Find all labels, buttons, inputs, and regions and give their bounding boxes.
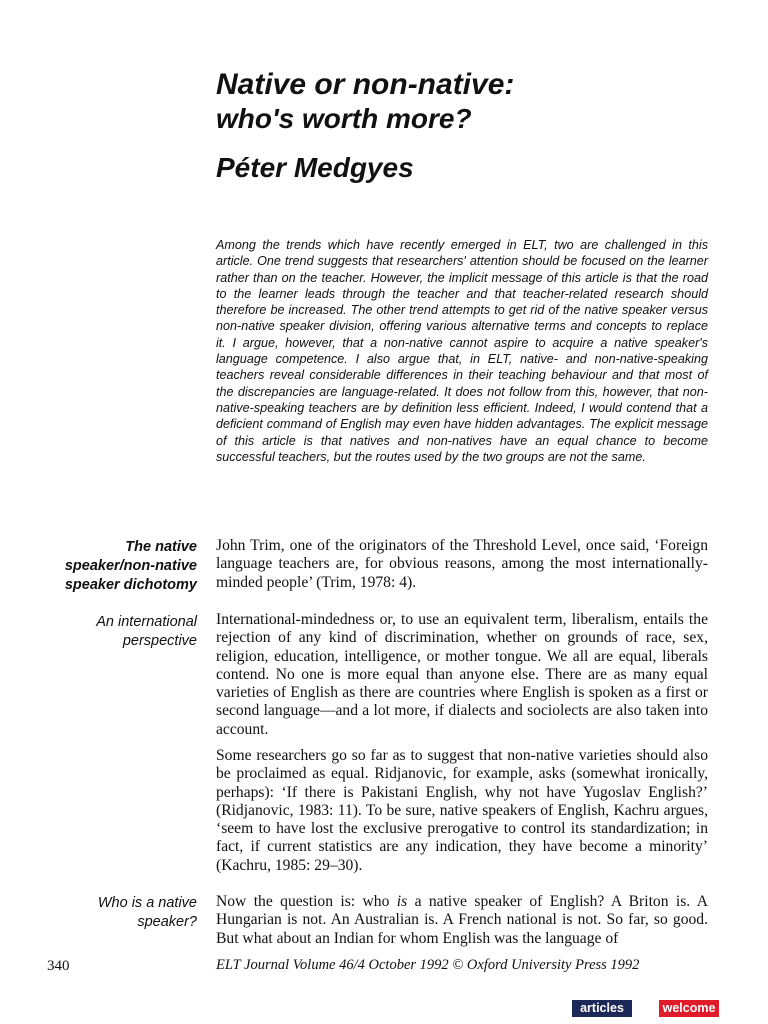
body-paragraph-4-part-a: Now the question is: who xyxy=(216,893,397,910)
body-paragraph-3: Some researchers go so far as to suggest that non-native varieties should also be proclaimed as equal. Ridjanovic, for example, asks (somewhat ironically, perhaps): ‘If there is Pakistani English, why not have Yugoslav English?’ (Ridjanovic, 1983: 11). To be sure, native speakers of English, Kachru argues, ‘seem to have lost the exclusive prerogative to control its standardization; in fact, if current statistics are any indication, they have become a minority’ (Kachru, 1985: 29–30). xyxy=(216,747,708,874)
body-paragraph-4-emphasis: is xyxy=(396,893,408,910)
article-subtitle: who's worth more? xyxy=(216,103,472,134)
body-paragraph-4-part-b: a native speaker of English? A Briton is. A Hungarian is not. An Australian is. A French national is not. So far, so good. But what about an Indian for whom English was the language of xyxy=(216,893,708,947)
article-title: Native or non-native: xyxy=(216,68,515,101)
page-number: 340 xyxy=(47,958,70,974)
body-paragraph-2: International-mindedness or, to use an equivalent term, liberalism, entails the rejection of any kind of discrimination, whether on grounds of race, sex, religion, education, intelligence, or mother tongue. We all are equal, liberals contend. No one is more equal than anyone else. There are as many equal varieties of English as there are countries where English is spoken as a first or second language—and a lot more, if dialects and sociolects are also taken into account. xyxy=(216,611,708,738)
article-author: Péter Medgyes xyxy=(216,152,414,183)
body-paragraph-1: John Trim, one of the originators of the Threshold Level, once said, ‘Foreign language teachers are, for obvious reasons, among the most internationally-minded people’ (Trim, 1978: 4). xyxy=(216,537,708,591)
sidenote-section1-heading xyxy=(47,538,197,595)
sidenote-section1-sub: An international perspective xyxy=(96,614,197,649)
sidenote-section1-heading-text: The native speaker/non-native speaker dichotomy xyxy=(64,539,197,593)
sidenote-section2-heading: Who is a native speaker? xyxy=(97,895,197,930)
journal-citation: ELT Journal Volume 46/4 October 1992 © Oxford University Press 1992 xyxy=(216,957,640,973)
body-paragraph-4 xyxy=(216,893,708,948)
welcome-button[interactable]: welcome xyxy=(659,1000,719,1017)
articles-button[interactable]: articles xyxy=(572,1000,632,1017)
abstract: Among the trends which have recently emerged in ELT, two are challenged in this article. One trend suggests that researchers' attention should be focused on the learner rather than on the teacher. However, the implicit message of this article is that the road to the learner leads through the teacher and that teacher-related research should therefore be increased. The other trend attempts to get rid of the native speaker versus non-native speaker division, offering various alternative terms and concepts to replace it. I argue, however, that a non-native cannot aspire to acquire a native speaker's language competence. I also argue that, in ELT, native- and non-native-speaking teachers reveal considerable differences in their teaching behaviour and that most of the discrepancies are language-related. It does not follow from this, however, that non-native-speaking teachers are by definition less efficient. Indeed, I would contend that a deficient command of English may even have hidden advantages. The explicit message of this article is that natives and non-natives have an equal chance to become successful teachers, but the routes used by the two groups are not the same. xyxy=(216,238,708,464)
